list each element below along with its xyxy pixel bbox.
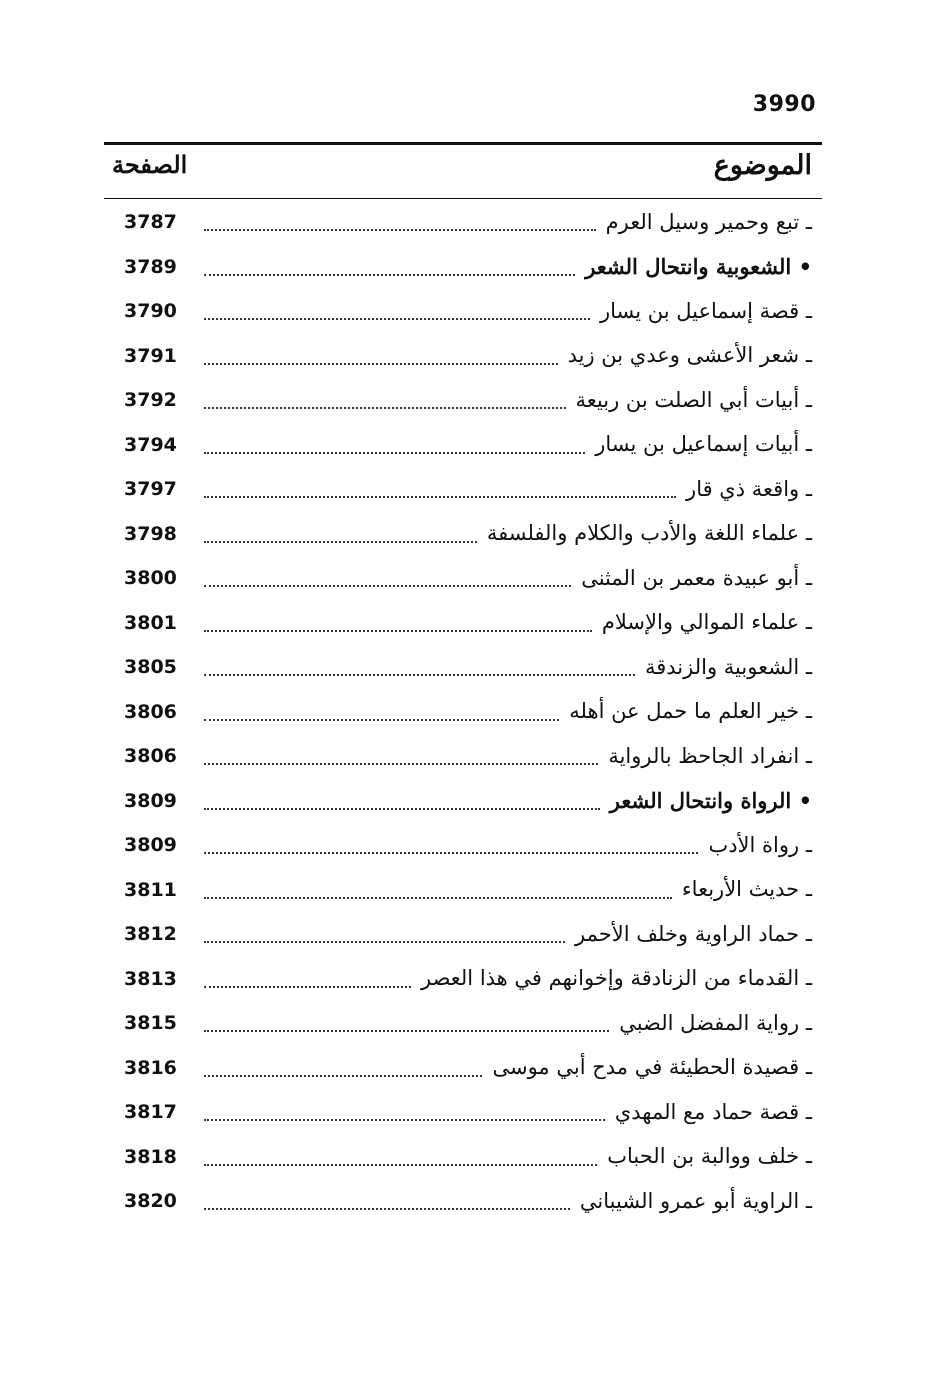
toc-entry-title: ـ قصة إسماعيل بن يسار (599, 298, 812, 323)
topic-column-header: الموضوع (713, 150, 812, 181)
toc-entry-title: ـ رواة الأدب (708, 832, 812, 857)
toc-entry-page: 3811 (124, 878, 177, 901)
toc-entry-title: ـ علماء اللغة والأدب والكلام والفلسفة (486, 521, 812, 546)
toc-entry-title: ـ واقعة ذي قار (686, 476, 812, 501)
toc-header (104, 146, 822, 192)
dot-leader (204, 1117, 605, 1121)
toc-entry-inner (104, 690, 812, 735)
toc-entry-page: 3806 (124, 745, 177, 768)
toc-entry (104, 512, 822, 557)
toc-entry-inner (104, 823, 812, 868)
toc-entry-inner (104, 1046, 812, 1091)
toc-entry-page: 3813 (124, 967, 177, 990)
toc-entry-inner (104, 556, 812, 601)
dot-leader (204, 539, 477, 543)
toc-entry (104, 601, 822, 646)
toc-entry-inner (104, 734, 812, 779)
toc-entry-page: 3797 (124, 478, 177, 501)
dot-leader (204, 494, 676, 498)
toc-entry-inner (104, 467, 812, 512)
dot-leader (204, 939, 565, 943)
toc-entry-title: ـ شعر الأعشى وعدي بن زيد (567, 343, 812, 368)
toc-entry-page: 3818 (124, 1145, 177, 1168)
toc-entry (104, 200, 822, 245)
dot-leader (204, 316, 590, 320)
toc-entry (104, 957, 822, 1002)
toc-entry-title: ـ الشعوبية والزندقة (644, 654, 812, 679)
dot-leader (204, 405, 566, 409)
toc-entry-inner (104, 601, 812, 646)
toc-section-heading: • الرواة وانتحال الشعر (609, 788, 812, 814)
toc-entry-inner (104, 1001, 812, 1046)
toc-entry (104, 690, 822, 735)
toc-entry (104, 378, 822, 423)
toc-entry-page: 3800 (124, 567, 177, 590)
toc-entry (104, 1135, 822, 1180)
dot-leader (204, 806, 600, 810)
toc-entry-title: ـ قصة حماد مع المهدي (614, 1099, 812, 1124)
toc-entry-page: 3820 (124, 1190, 177, 1213)
toc-entry-title: ـ خير العلم ما حمل عن أهله (569, 699, 812, 724)
toc-entry-title: ـ أبيات أبي الصلت بن ربيعة (575, 387, 812, 412)
toc-entry-inner (104, 1090, 812, 1135)
toc-entry-inner (104, 423, 812, 468)
toc-section-heading: • الشعوبية وانتحال الشعر (585, 254, 812, 280)
toc-entry (104, 1046, 822, 1091)
toc-entry-page: 3798 (124, 522, 177, 545)
dot-leader (204, 628, 592, 632)
toc-entry-title: ـ أبو عبيدة معمر بن المثنى (581, 565, 812, 590)
dot-leader (204, 1028, 609, 1032)
dot-leader (204, 672, 635, 676)
toc-entry-page: 3817 (124, 1101, 177, 1124)
toc-entry (104, 423, 822, 468)
toc-entry-page: 3787 (124, 211, 177, 234)
toc-entry-page: 3790 (124, 300, 177, 323)
toc-entry-title: ـ تبع وحمير وسيل العرم (605, 209, 812, 234)
toc-entry (104, 467, 822, 512)
toc-entry-page: 3792 (124, 389, 177, 412)
toc-entry-page: 3791 (124, 344, 177, 367)
toc-entry-page: 3816 (124, 1056, 177, 1079)
toc-entry (104, 779, 822, 824)
page-number: 3990 (752, 92, 816, 117)
dot-leader (204, 717, 559, 721)
toc-entry-page: 3815 (124, 1012, 177, 1035)
toc-list (104, 200, 822, 1224)
toc-entry-inner (104, 200, 812, 245)
top-rule (104, 142, 822, 145)
toc-entry (104, 868, 822, 913)
toc-entry (104, 556, 822, 601)
toc-entry-inner (104, 957, 812, 1002)
toc-entry-title: ـ قصيدة الحطيئة في مدح أبي موسى (492, 1055, 812, 1080)
toc-entry-title: ـ انفراد الجاحظ بالرواية (608, 743, 812, 768)
toc-entry-title: ـ القدماء من الزنادقة وإخوانهم في هذا العصر (420, 966, 812, 991)
toc-entry-page: 3805 (124, 656, 177, 679)
toc-entry (104, 334, 822, 379)
toc-entry (104, 289, 822, 334)
toc-entry-title: ـ خلف ووالبة بن الحباب (607, 1144, 812, 1169)
dot-leader (204, 1162, 597, 1166)
dot-leader (204, 1073, 482, 1077)
toc-entry-inner (104, 912, 812, 957)
dot-leader (204, 583, 571, 587)
toc-entry-title: ـ رواية المفضل الضبي (619, 1010, 812, 1035)
toc-entry-inner (104, 378, 812, 423)
dot-leader (204, 895, 672, 899)
dot-leader (204, 850, 698, 854)
toc-entry (104, 245, 822, 290)
dot-leader (204, 1206, 570, 1210)
toc-entry-page: 3801 (124, 611, 177, 634)
dot-leader (204, 227, 596, 231)
header-rule (104, 198, 822, 199)
toc-entry-title: ـ الراوية أبو عمرو الشيباني (579, 1188, 812, 1213)
toc-entry (104, 1001, 822, 1046)
toc-entry (104, 645, 822, 690)
toc-entry (104, 823, 822, 868)
toc-entry-title: ـ علماء الموالي والإسلام (601, 610, 812, 635)
toc-entry-title: ـ حديث الأربعاء (681, 877, 812, 902)
toc-entry (104, 1090, 822, 1135)
toc-entry (104, 1179, 822, 1224)
toc-entry-inner (104, 1179, 812, 1224)
toc-entry-page: 3794 (124, 433, 177, 456)
toc-entry-inner (104, 645, 812, 690)
toc-entry-inner (104, 1135, 812, 1180)
toc-entry-inner (104, 868, 812, 913)
toc-entry-inner (104, 512, 812, 557)
toc-entry-page: 3812 (124, 923, 177, 946)
dot-leader (204, 984, 411, 988)
page-column-header: الصفحة (112, 150, 188, 179)
toc-entry-inner (104, 289, 812, 334)
toc-entry (104, 912, 822, 957)
toc-entry-inner (104, 245, 812, 290)
toc-entry-title: ـ أبيات إسماعيل بن يسار (595, 432, 812, 457)
toc-entry-page: 3806 (124, 700, 177, 723)
toc-entry-inner (104, 334, 812, 379)
dot-leader (204, 361, 558, 365)
toc-entry-page: 3789 (124, 255, 177, 278)
toc-entry-title: ـ حماد الراوية وخلف الأحمر (575, 921, 812, 946)
toc-entry-page: 3809 (124, 834, 177, 857)
dot-leader (204, 272, 575, 276)
dot-leader (204, 450, 585, 454)
toc-entry-inner (104, 779, 812, 824)
dot-leader (204, 761, 598, 765)
toc-entry (104, 734, 822, 779)
toc-entry-page: 3809 (124, 789, 177, 812)
